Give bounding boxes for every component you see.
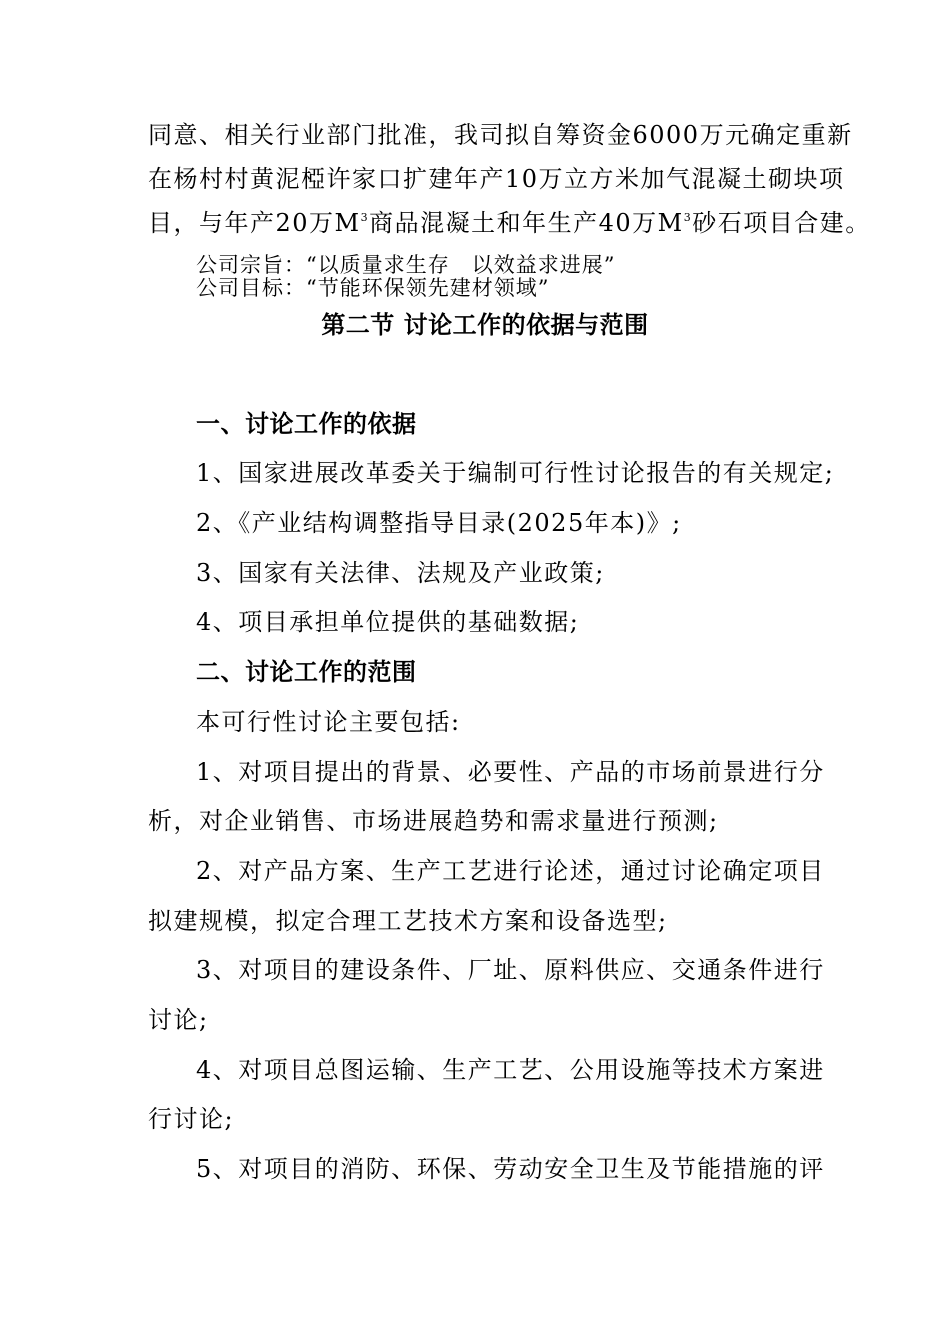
superscript-cubed-2: 3 [683,211,693,224]
company-goal: 公司目标：“节能环保领先建材领域” [196,276,550,300]
scope-item-3-line-1: 3、对项目的建设条件、厂址、原料供应、交通条件进行 [196,956,825,984]
scope-item-3-line-2: 讨论; [148,1006,209,1034]
scope-item-1-line-2: 析，对企业销售、市场进展趋势和需求量进行预测; [148,807,719,835]
basis-item-4: 4、项目承担单位提供的基础数据; [196,608,580,636]
intro-line-1: 同意、相关行业部门批准，我司拟自筹资金6000万元确定重新 [148,121,853,149]
basis-item-1: 1、国家进展改革委关于编制可行性讨论报告的有关规定; [196,459,835,487]
scope-item-5-line-1: 5、对项目的消防、环保、劳动安全卫生及节能措施的评 [196,1155,825,1183]
intro-line-3 [148,208,871,238]
basis-item-2: 2、《产业结构调整指导目录(2025年本)》; [196,509,682,537]
superscript-cubed-1: 3 [360,211,370,224]
scope-item-4-line-2: 行讨论; [148,1105,235,1133]
intro-line-2: 在杨村村黄泥椏许家口扩建年产10万立方米加气混凝土砌块项 [148,165,845,193]
scope-heading: 二、讨论工作的范围 [196,658,417,686]
company-tenet: 公司宗旨：“以质量求生存 以效益求进展” [196,253,616,277]
intro-line-3-part-b: 商品混凝土和年生产40万M [369,209,684,237]
scope-item-1-line-1: 1、对项目提出的背景、必要性、产品的市场前景进行分 [196,758,825,786]
intro-line-3-part-a: 目，与年产20万M [148,209,361,237]
section-title: 第二节 讨论工作的依据与范围 [321,311,649,339]
scope-item-4-line-1: 4、对项目总图运输、生产工艺、公用设施等技术方案进 [196,1056,825,1084]
scope-intro: 本可行性讨论主要包括: [196,708,461,736]
basis-heading: 一、讨论工作的依据 [196,410,417,438]
basis-item-3: 3、国家有关法律、法规及产业政策; [196,559,605,587]
scope-item-2-line-2: 拟建规模，拟定合理工艺技术方案和设备选型; [148,907,668,935]
scope-item-2-line-1: 2、对产品方案、生产工艺进行论述，通过讨论确定项目 [196,857,825,885]
intro-line-3-part-c: 砂石项目合建。 [692,209,871,237]
